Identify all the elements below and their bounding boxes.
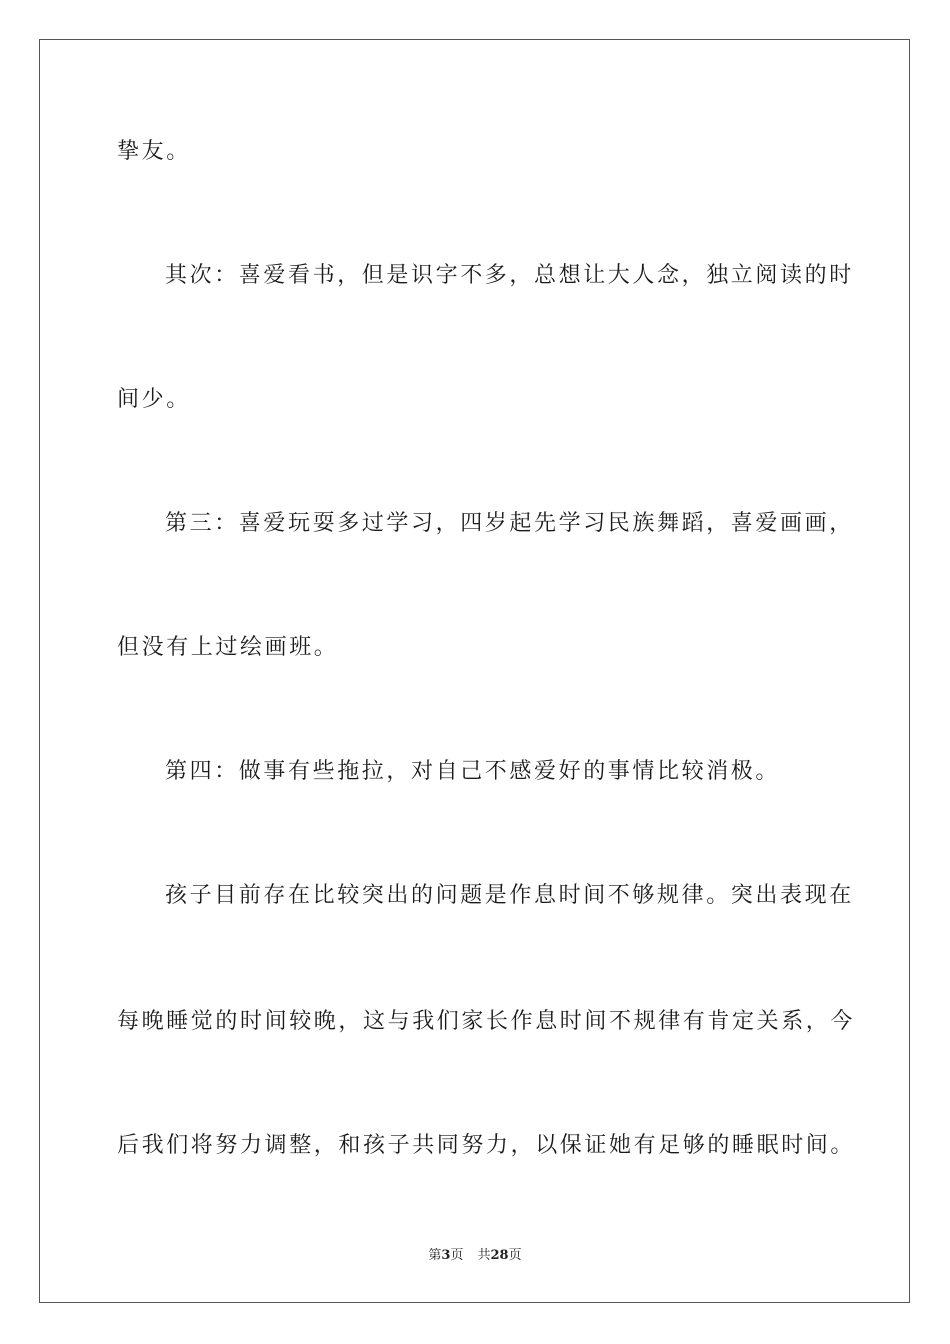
footer-total-pages: 28 xyxy=(490,1248,509,1263)
footer-total-prefix: 共 xyxy=(477,1248,491,1263)
text-line-5: 但没有上过绘画班。 xyxy=(117,635,339,660)
footer-page-suffix: 页 xyxy=(450,1248,464,1263)
text-line-6: 第四：做事有些拖拉，对自己不感爱好的事情比较消极。 xyxy=(165,759,781,784)
text-line-9: 后我们将努力调整，和孩子共同努力，以保证她有足够的睡眠时间。 xyxy=(117,1133,856,1158)
text-line-3: 间少。 xyxy=(117,387,191,412)
text-line-2: 其次：喜爱看书，但是识字不多，总想让大人念，独立阅读的时 xyxy=(165,263,854,288)
footer-total-suffix: 页 xyxy=(508,1248,522,1263)
text-line-8: 每晚睡觉的时间较晚，这与我们家长作息时间不规律有肯定关系，今 xyxy=(117,1009,856,1034)
text-line-1: 挚友。 xyxy=(117,139,191,164)
footer-page-number: 3 xyxy=(441,1248,451,1263)
footer-page-prefix: 第 xyxy=(428,1248,442,1263)
page-footer xyxy=(0,1247,950,1265)
page-border xyxy=(39,39,910,1303)
text-line-7: 孩子目前存在比较突出的问题是作息时间不够规律。突出表现在 xyxy=(165,883,854,908)
text-line-4: 第三：喜爱玩耍多过学习，四岁起先学习民族舞蹈，喜爱画画， xyxy=(165,511,854,536)
